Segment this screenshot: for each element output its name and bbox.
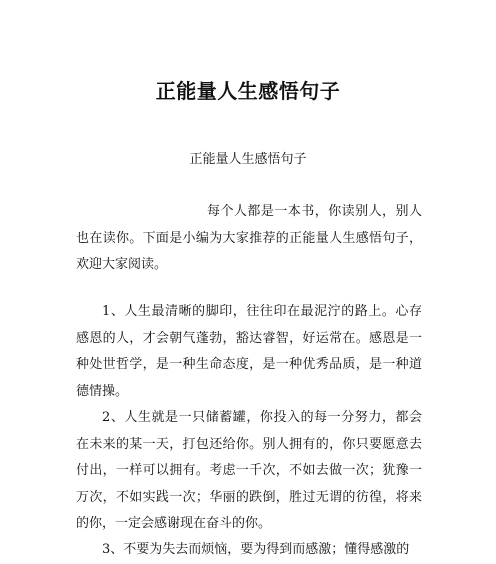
paragraph-3: 3、不要为失去而烦恼，要为得到而感激；懂得感激的 [102, 542, 410, 557]
document-subtitle: 正能量人生感悟句子 [189, 152, 307, 167]
document-title: 正能量人生感悟句子 [155, 79, 341, 103]
paragraph-1: 1、人生最清晰的脚印，往往印在最泥泞的路上。心存感恩的人，才会朝气蓬勃，豁达睿智，好运常在。感恩是一种处世哲学，是一种生命态度，是一种优秀品质，是一种道德情操。 [76, 304, 422, 399]
intro-paragraph: 每个人都是一本书，你读别人，别人也在读你。下面是小编为大家推荐的正能量人生感悟句子，欢迎大家阅读。 [76, 204, 422, 272]
paragraph-2: 2、人生就是一只储蓄罐，你投入的每一分努力，都会在未来的某一天，打包还给你。别人拥有的，你只要愿意去付出，一样可以拥有。考虑一千次，不如去做一次；犹豫一万次，不如实践一次；华丽的跌倒，胜过无谓的彷徨，将来的你，一定会感谢现在奋斗的你。 [76, 410, 422, 531]
